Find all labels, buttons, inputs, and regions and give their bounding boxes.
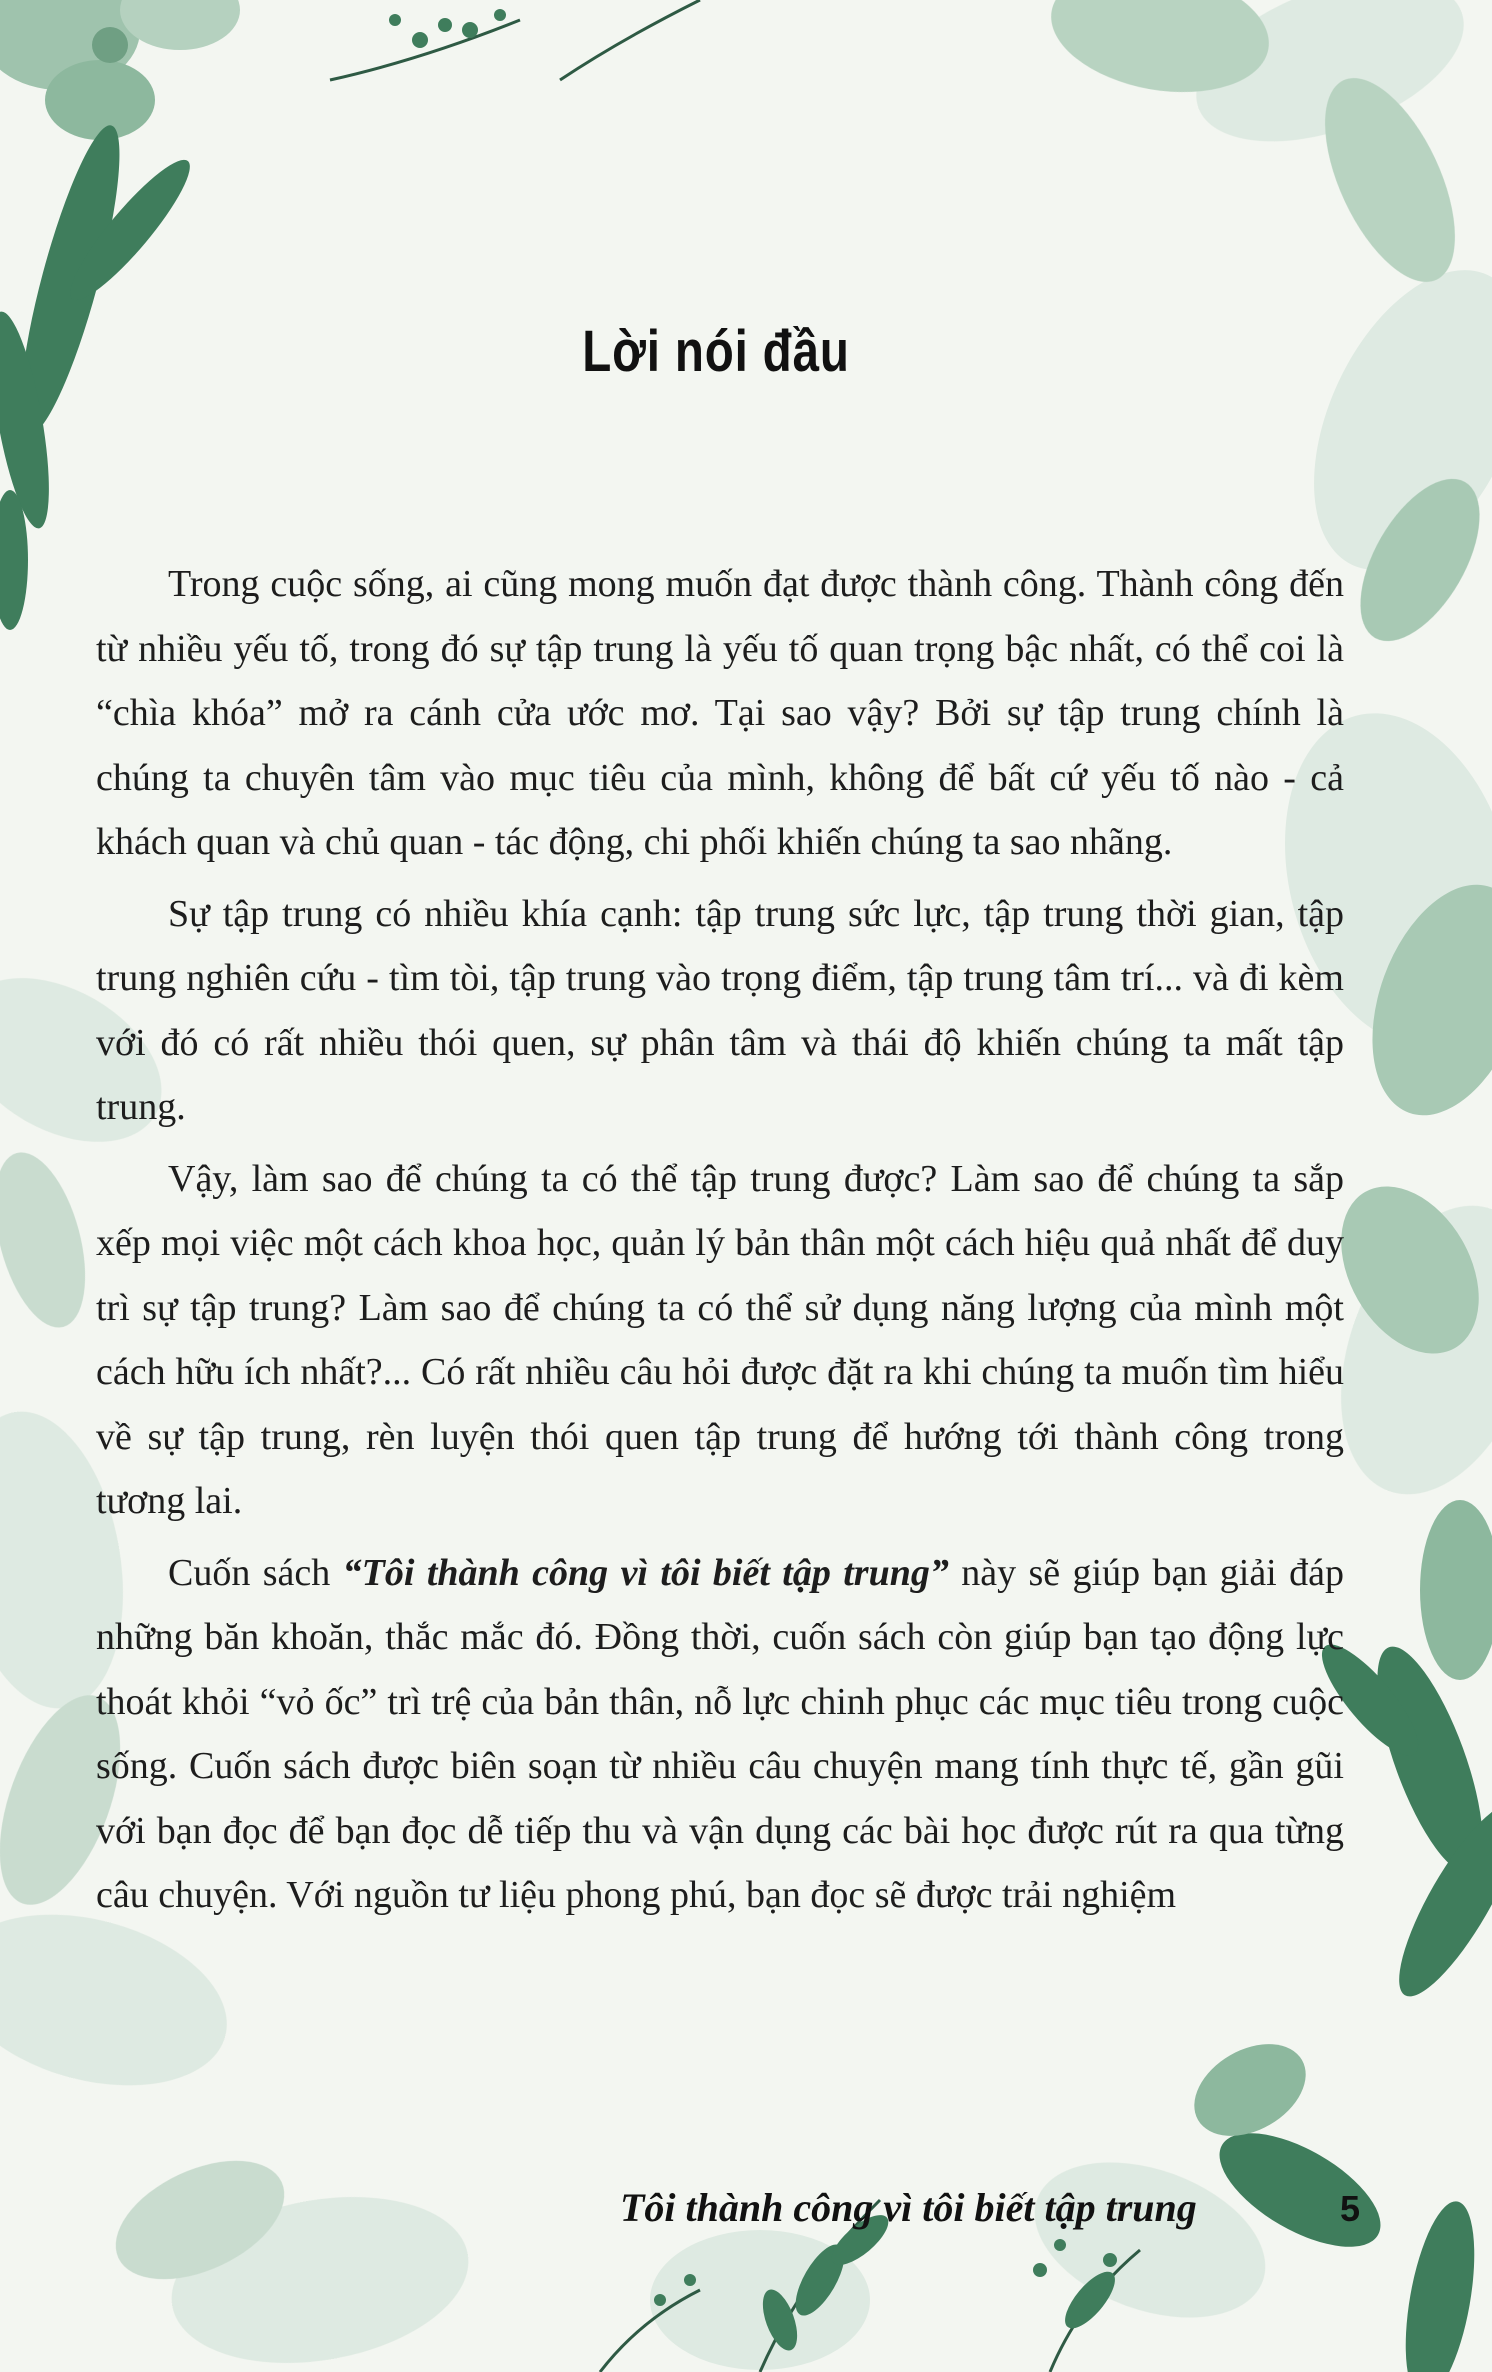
paragraph: Cuốn sách “Tôi thành công vì tôi biết tập trung” này sẽ giúp bạn giải đáp những băn khoăn, thắc mắc đó. Đồng thời, cuốn sách còn giúp bạn tạo động lực thoát khỏi “vỏ ốc” trì trệ của bản thân, nỗ lực chinh phục các mục tiêu trong cuộc sống. Cuốn sách được biên soạn từ nhiều câu chuyện mang tính thực tế, gần gũi với bạn đọc để bạn đọc dễ tiếp thu và vận dụng các bài học được rút ra qua từng câu chuyện. Với nguồn tư liệu phong phú, bạn đọc sẽ được trải nghiệm xyxy=(96,1551,1344,1916)
paragraph: Sự tập trung có nhiều khía cạnh: tập trung sức lực, tập trung thời gian, tập trung nghiên cứu - tìm tòi, tập trung vào trọng điểm, tập trung tâm trí... và đi kèm với đó có rất nhiều thói quen, sự phân tâm và thái độ khiến chúng ta mất tập trung. xyxy=(96,892,1344,1128)
page-number: 5 xyxy=(1340,2188,1361,2229)
paragraph: Vậy, làm sao để chúng ta có thể tập trung được? Làm sao để chúng ta sắp xếp mọi việc một cách khoa học, quản lý bản thân một cách hiệu quả nhất để duy trì sự tập trung? Làm sao để chúng ta có thể sử dụng năng lượng của mình một cách hữu ích nhất?... Có rất nhiều câu hỏi được đặt ra khi chúng ta muốn tìm hiểu về sự tập trung, rèn luyện thói quen tập trung để hướng tới thành công trong tương lai. xyxy=(96,1157,1344,1522)
page-title: Lời nói đầu xyxy=(582,319,850,384)
paragraph: Trong cuộc sống, ai cũng mong muốn đạt được thành công. Thành công đến từ nhiều yếu tố, trong đó sự tập trung là yếu tố quan trọng bậc nhất, có thể coi là “chìa khóa” mở ra cánh cửa ước mơ. Tại sao vậy? Bởi sự tập trung chính là chúng ta chuyên tâm vào mục tiêu của mình, không để bất cứ yếu tố nào - cả khách quan và chủ quan - tác động, chi phối khiến chúng ta sao nhãng. xyxy=(96,563,1344,863)
running-footer-title: Tôi thành công vì tôi biết tập trung xyxy=(620,2185,1197,2230)
flower-decoration xyxy=(0,0,240,140)
body-text xyxy=(96,552,1344,1935)
book-title-emphasis: “Tôi thành công vì tôi biết tập trung” xyxy=(342,1551,949,1594)
